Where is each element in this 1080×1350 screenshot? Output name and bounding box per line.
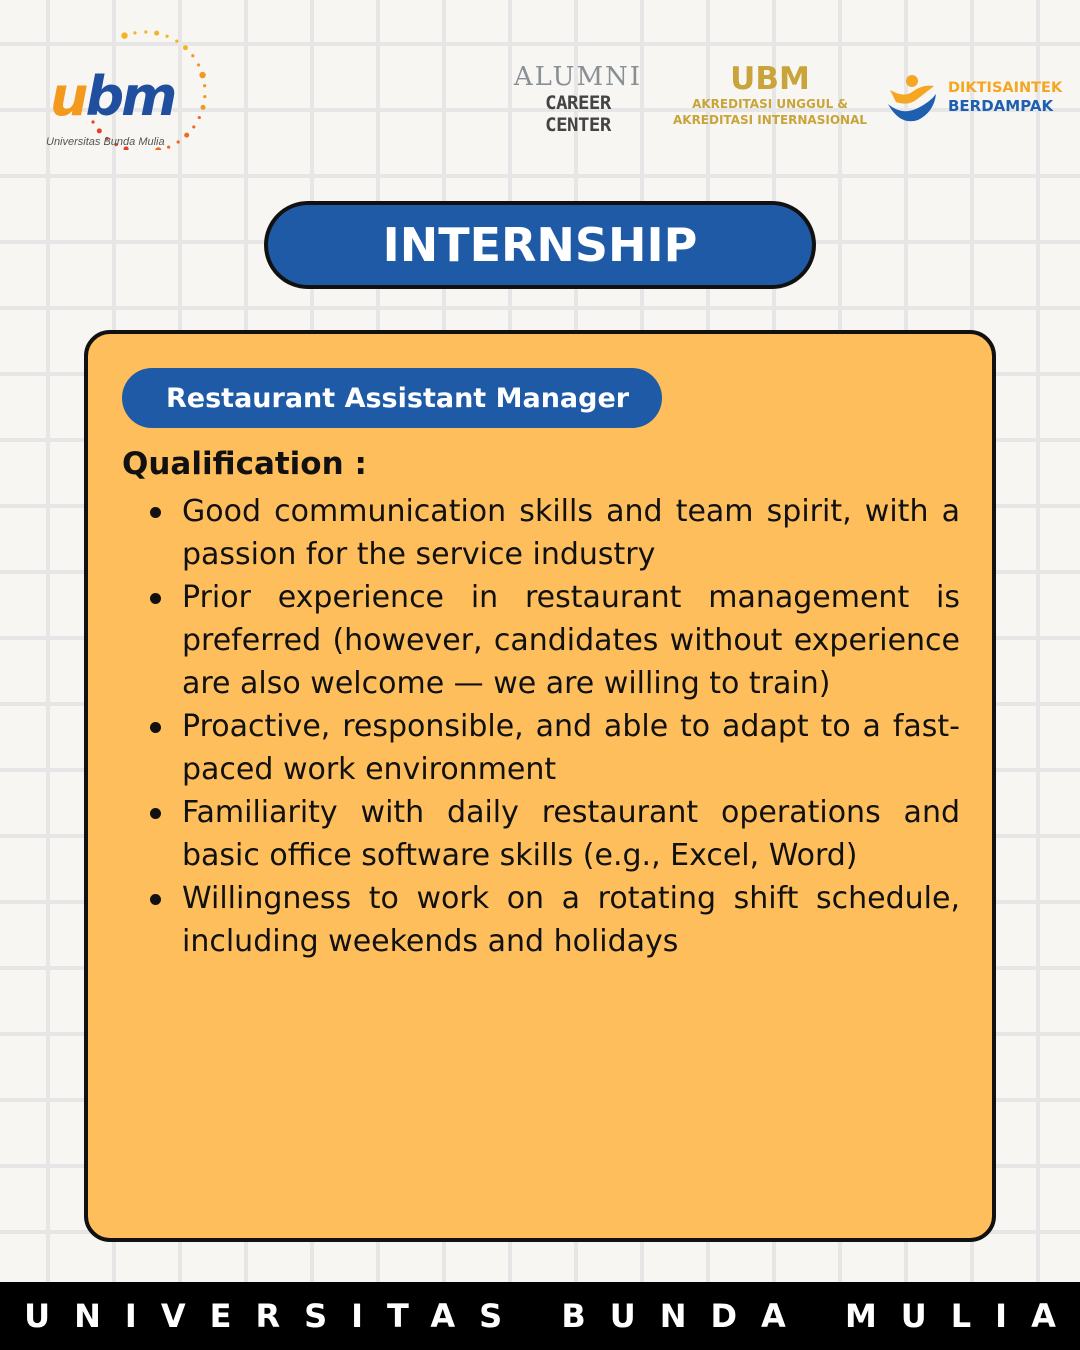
ring-dot: [184, 133, 189, 138]
qualification-heading: Qualification :: [122, 446, 367, 482]
bullet-icon: [150, 808, 161, 819]
alumni-logo-line1: ALUMNI: [513, 62, 643, 92]
ring-dot: [97, 128, 102, 133]
akreditasi-logo-line2: AKREDITASI INTERNASIONAL: [672, 113, 868, 127]
ring-dot: [167, 146, 170, 149]
diktisaintek-logo: [882, 68, 1062, 128]
qualification-item: Familiarity with daily restaurant operations and basic office software skills (e.g., Excel, Word): [150, 791, 960, 877]
bullet-icon: [150, 593, 161, 604]
akreditasi-logo-title: UBM: [730, 61, 810, 97]
ring-dot: [175, 40, 178, 43]
ring-dot: [177, 140, 180, 143]
diktisaintek-logo-line2: BERDAMPAK: [948, 97, 1054, 115]
ring-dot: [199, 72, 205, 78]
qualification-item: Proactive, responsible, and able to adapt to a fast-paced work environment: [150, 705, 960, 791]
ring-dot: [121, 32, 127, 38]
page-title: INTERNSHIP: [264, 201, 816, 289]
diktisaintek-logo-line1: DIKTISAINTEK: [948, 80, 1063, 96]
job-card: [84, 330, 996, 1242]
ubm-logo-subtitle: Universitas Bunda Mulia: [46, 136, 165, 148]
qualification-item: Good communication skills and team spirit, with a passion for the service industry: [150, 490, 960, 576]
ubm-logo: [40, 30, 215, 150]
alumni-career-center-logo: [512, 62, 644, 136]
ring-dot: [144, 30, 147, 33]
ring-dot: [203, 95, 206, 98]
akreditasi-logo: [664, 62, 876, 132]
ring-dot: [165, 35, 168, 38]
bullet-icon: [150, 894, 161, 905]
ring-dot: [198, 116, 201, 119]
qualification-item: Willingness to work on a rotating shift schedule, including weekends and holidays: [150, 877, 960, 963]
qualification-list: [150, 490, 960, 963]
ring-dot: [133, 31, 136, 34]
ring-dot: [197, 63, 200, 66]
ubm-logo-wordmark: ubm: [50, 65, 175, 128]
bullet-icon: [150, 722, 161, 733]
ring-dot: [154, 31, 159, 36]
ring-dot: [203, 84, 206, 87]
footer-text: UNIVERSITAS BUNDA MULIA: [24, 1297, 1080, 1335]
qualification-item: Prior experience in restaurant management is preferred (however, candidates without experience are also welcome — we are willing to train): [150, 576, 960, 705]
ring-dot: [183, 45, 188, 50]
ring-dot: [192, 125, 195, 128]
job-position-badge: Restaurant Assistant Manager: [122, 368, 662, 428]
alumni-logo-line2: CAREER CENTER: [545, 92, 611, 136]
akreditasi-logo-line1: AKREDITASI UNGGUL &: [692, 97, 848, 111]
bullet-icon: [150, 507, 161, 518]
diktisaintek-figure-icon: [882, 68, 942, 128]
footer-banner: [0, 1282, 1080, 1350]
ring-dot: [191, 54, 194, 57]
ring-dot: [201, 105, 206, 110]
